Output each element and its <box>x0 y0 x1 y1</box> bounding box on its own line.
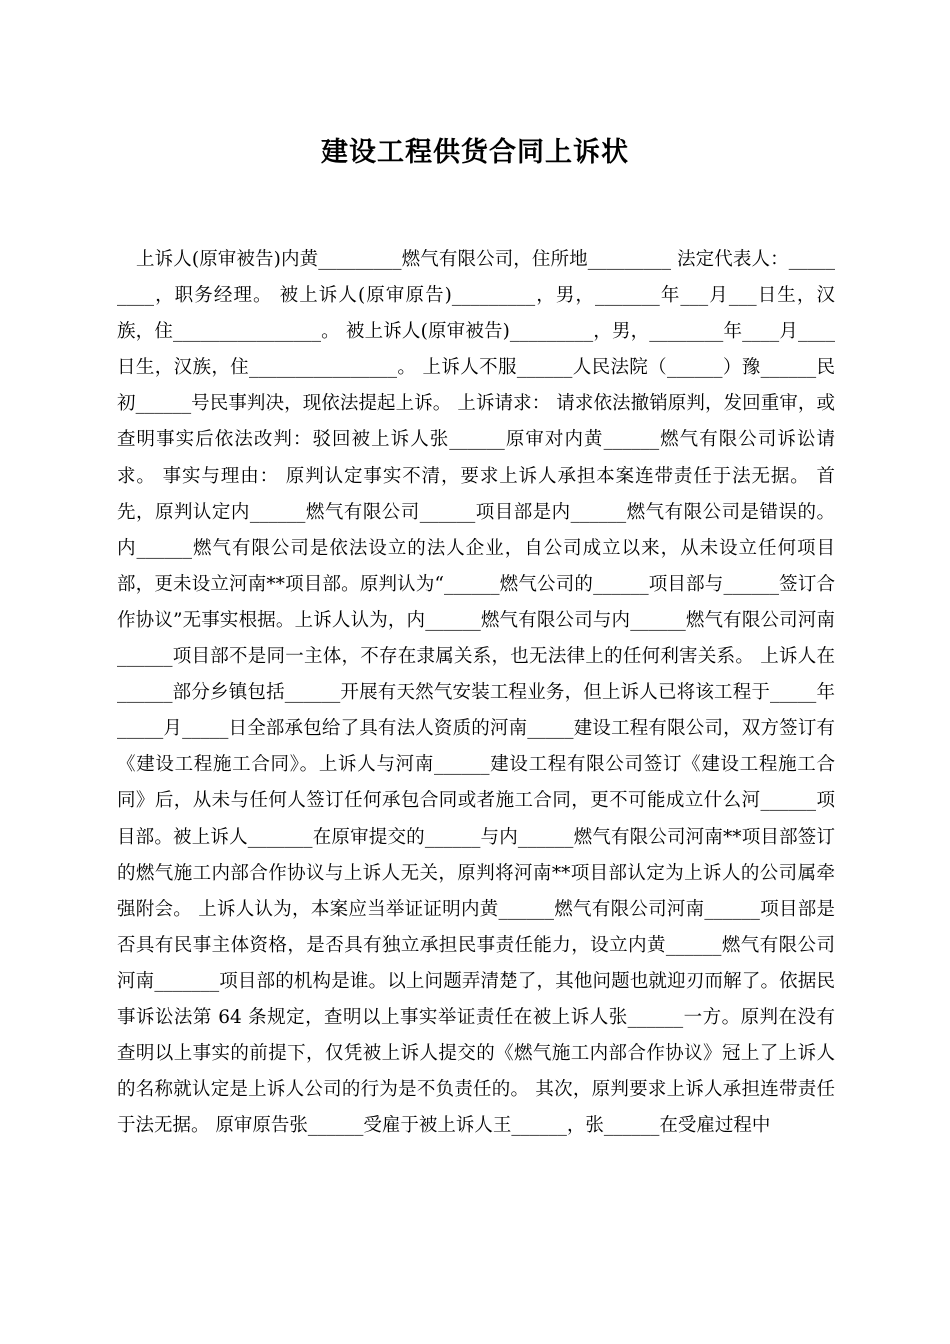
document-body: 上诉人(原审被告)内黄_________燃气有限公司，住所地_________ 法定代表人：_________，职务经理。 被上诉人(原审原告)_________，男，_______年___月___日生，汉族，住________________。 被上诉人(原审被告)_________，男，________年____月____日生，汉族，住________________。 上诉人不服______人民法院（______）豫______民初______号民事判决，现依法提起上诉。 上诉请求： 请求依法撤销原判，发回重审，或查明事实后依法改判：驳回被上诉人张______原审对内黄______燃气有限公司诉讼请求。 事实与理由： 原判认定事实不清，要求上诉人承担本案连带责任于法无据。 首先，原判认定内______燃气有限公司______项目部是内______燃气有限公司是错误的。 内______燃气有限公司是依法设立的法人企业，自公司成立以来，从未设立任何项目部，更未设立河南**项目部。原判认为“______燃气公司的______项目部与______签订合作协议”无事实根据。上诉人认为，内______燃气有限公司与内______燃气有限公司河南______项目部不是同一主体，不存在隶属关系，也无法律上的任何利害关系。 上诉人在______部分乡镇包括______开展有天然气安装工程业务，但上诉人已将该工程于_____年_____月_____日全部承包给了具有法人资质的河南_____建设工程有限公司，双方签订有《建设工程施工合同》。上诉人与河南______建设工程有限公司签订《建设工程施工合同》后，从未与任何人签订任何承包合同或者施工合同，更不可能成立什么河______项目部。被上诉人_______在原审提交的______与内______燃气有限公司河南**项目部签订的燃气施工内部合作协议与上诉人无关，原判将河南**项目部认定为上诉人的公司属牵强附会。 上诉人认为，本案应当举证证明内黄______燃气有限公司河南______项目部是否具有民事主体资格，是否具有独立承担民事责任能力，设立内黄______燃气有限公司河南_______项目部的机构是谁。以上问题弄清楚了，其他问题也就迎刃而解了。依据民事诉讼法第 64 条规定，查明以上事实举证责任在被上诉人张______一方。原判在没有查明以上事实的前提下，仅凭被上诉人提交的《燃气施工内部合作协议》冠上了上诉人的名称就认定是上诉人公司的行为是不负责任的。 其次，原判要求上诉人承担连带责任于法无据。 原审原告张______受雇于被上诉人王______，张______在受雇过程中 <box>117 249 835 1137</box>
document-title: 建设工程供货合同上诉状 <box>321 137 629 168</box>
